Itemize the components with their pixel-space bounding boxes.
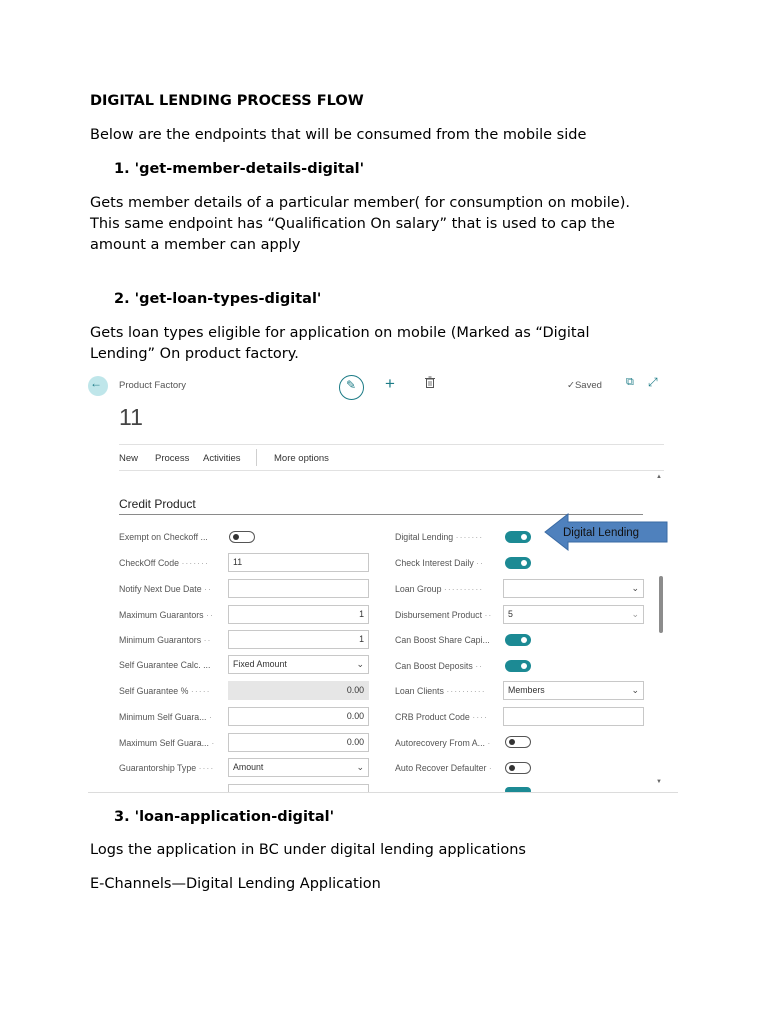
- chevron-down-icon: ⌄: [631, 583, 639, 593]
- label-text: Loan Group: [395, 584, 442, 594]
- label-text: Digital Lending: [395, 532, 454, 542]
- guarantorship-type-select[interactable]: [228, 758, 369, 777]
- endpoint-2-heading: 2. 'get-loan-types-digital': [114, 291, 322, 307]
- action-separator: [256, 449, 257, 466]
- field-label-crb-product-code: [395, 712, 488, 723]
- label-dots: ··········: [446, 686, 486, 696]
- scrollbar-thumb[interactable]: [659, 576, 663, 633]
- field-label-digital-lending: [395, 532, 483, 543]
- disbursement-product-select[interactable]: [503, 605, 644, 624]
- loan-group-select[interactable]: [503, 579, 644, 598]
- maximum-self-guarantee-input[interactable]: 0.00: [228, 733, 369, 752]
- field-label-checkoff-code: [119, 558, 209, 569]
- label-dots: ·······: [181, 558, 209, 568]
- field-label-notify-next-due-date: [119, 584, 212, 595]
- label-dots: ··········: [443, 584, 484, 594]
- endpoint-1-desc-line2: This same endpoint has “Qualification On salary” that is used to cap the: [90, 216, 615, 232]
- check-interest-daily-toggle[interactable]: [505, 557, 531, 569]
- field-label-autorecovery: [395, 738, 491, 749]
- can-boost-share-capital-toggle[interactable]: [505, 634, 531, 646]
- toggle-knob: [233, 534, 239, 540]
- product-factory-screenshot: [88, 370, 678, 793]
- field-label-guarantorship-type: [119, 763, 214, 774]
- endpoint-2-desc-line1: Gets loan types eligible for application on mobile (Marked as “Digital: [90, 325, 590, 341]
- label-text: Can Boost Deposits: [395, 661, 473, 671]
- label-text: Notify Next Due Date: [119, 584, 202, 594]
- select-value: Amount: [233, 762, 264, 772]
- page-name: Product Factory: [119, 380, 187, 391]
- action-more-options[interactable]: More options: [274, 453, 329, 464]
- crb-product-code-input[interactable]: [503, 707, 644, 726]
- field-label-minimum-self-guarantee: [119, 712, 213, 723]
- label-text: Autorecovery From A...: [395, 738, 485, 748]
- label-text: Exempt on Checkoff ...: [119, 532, 208, 542]
- self-guarantee-calc-select[interactable]: [228, 655, 369, 674]
- label-dots: ··: [484, 610, 493, 620]
- label-text: CheckOff Code: [119, 558, 179, 568]
- endpoint-2-desc-line2: Lending” On product factory.: [90, 346, 299, 362]
- can-boost-deposits-toggle[interactable]: [505, 660, 531, 672]
- toggle-knob: [521, 560, 527, 566]
- toggle-knob: [521, 534, 527, 540]
- field-label-self-guarantee-calc: [119, 660, 210, 671]
- trash-icon[interactable]: [425, 376, 435, 388]
- label-text: Auto Recover Defaulter: [395, 763, 487, 773]
- pencil-icon[interactable]: ✎: [346, 378, 357, 392]
- label-dots: ··: [476, 558, 485, 568]
- document-title: DIGITAL LENDING PROCESS FLOW: [90, 93, 364, 109]
- header-divider: [119, 444, 664, 445]
- saved-label: Saved: [574, 380, 602, 391]
- field-label-check-interest-daily: [395, 558, 484, 569]
- label-text: Minimum Guarantors: [119, 635, 202, 645]
- endpoint-1-desc-line1: Gets member details of a particular member( for consumption on mobile).: [90, 195, 630, 211]
- autorecovery-toggle[interactable]: [505, 736, 531, 748]
- field-label-can-boost-deposits: [395, 661, 483, 672]
- digital-lending-toggle[interactable]: [505, 531, 531, 543]
- label-dots: ·: [208, 712, 213, 722]
- field-label-can-boost-share-capital: [395, 635, 490, 646]
- field-label-auto-recover-defaulter: [395, 763, 493, 774]
- select-value: 5: [508, 609, 513, 619]
- toggle-knob: [521, 637, 527, 643]
- field-label-maximum-guarantors: [119, 610, 214, 621]
- endpoint-1-desc-line3: amount a member can apply: [90, 237, 301, 253]
- field-label-loan-clients: [395, 686, 486, 697]
- label-dots: ·······: [455, 532, 484, 542]
- label-text: Minimum Self Guara...: [119, 712, 207, 722]
- label-dots: ··: [204, 584, 212, 594]
- back-arrow-icon[interactable]: ←: [90, 376, 102, 390]
- toggle-knob: [509, 739, 515, 745]
- scroll-up-icon[interactable]: ▲: [656, 474, 662, 480]
- chevron-down-icon: ⌄: [631, 685, 639, 695]
- field-label-self-guarantee-pct: [119, 686, 211, 697]
- maximum-guarantors-input[interactable]: 1: [228, 605, 369, 624]
- label-dots: ··: [206, 610, 214, 620]
- select-value: Members: [508, 685, 545, 695]
- label-text: Can Boost Share Capi...: [395, 635, 490, 645]
- popout-icon[interactable]: ⧉: [626, 376, 634, 388]
- label-dots: ·····: [190, 686, 211, 696]
- minimum-guarantors-input[interactable]: 1: [228, 630, 369, 649]
- toggle-knob: [509, 765, 515, 771]
- label-text: Maximum Guarantors: [119, 610, 204, 620]
- toggle-knob: [521, 663, 527, 669]
- self-guarantee-pct-value: 0.00: [228, 681, 369, 700]
- loan-clients-select[interactable]: [503, 681, 644, 700]
- callout-label: Digital Lending: [563, 527, 640, 539]
- label-text: Maximum Self Guara...: [119, 738, 209, 748]
- label-dots: ·: [211, 738, 216, 748]
- field-label-exempt-checkoff: [119, 532, 208, 543]
- notify-next-due-date-input[interactable]: [228, 579, 369, 598]
- section-title: Credit Product: [119, 497, 196, 511]
- label-text: CRB Product Code: [395, 712, 470, 722]
- chevron-down-icon: ⌄: [631, 609, 639, 619]
- intro-text: Below are the endpoints that will be consumed from the mobile side: [90, 127, 587, 143]
- select-value: Fixed Amount: [233, 659, 287, 669]
- record-number: 11: [119, 404, 143, 430]
- checkoff-code-input[interactable]: 11: [228, 553, 369, 572]
- label-dots: ····: [198, 763, 215, 773]
- expand-icon[interactable]: ⤢: [648, 375, 658, 389]
- minimum-self-guarantee-input[interactable]: 0.00: [228, 707, 369, 726]
- exempt-checkoff-toggle[interactable]: [229, 531, 255, 543]
- endpoint-3-heading: 3. 'loan-application-digital': [114, 809, 335, 825]
- footer-text: E-Channels—Digital Lending Application: [90, 876, 381, 892]
- label-text: Self Guarantee %: [119, 686, 189, 696]
- action-new[interactable]: New: [119, 453, 139, 464]
- check-icon: ✓: [567, 380, 575, 391]
- label-dots: ·: [488, 763, 493, 773]
- label-text: Disbursement Product: [395, 610, 483, 620]
- action-process[interactable]: Process: [155, 453, 190, 464]
- actions-divider: [119, 470, 664, 471]
- field-label-loan-group: [395, 584, 483, 595]
- scroll-down-icon[interactable]: ▼: [656, 779, 662, 785]
- endpoint-3-desc: Logs the application in BC under digital lending applications: [90, 842, 526, 858]
- label-text: Check Interest Daily: [395, 558, 474, 568]
- label-text: Guarantorship Type: [119, 763, 197, 773]
- field-label-minimum-guarantors: [119, 635, 211, 646]
- chevron-down-icon: ⌄: [356, 659, 364, 669]
- label-dots: ··: [475, 661, 484, 671]
- chevron-down-icon: ⌄: [356, 762, 364, 772]
- field-label-maximum-self-guarantee: [119, 738, 215, 749]
- screenshot-bottom-border: [88, 792, 678, 793]
- label-dots: ····: [472, 712, 488, 722]
- action-activities[interactable]: Activities: [203, 453, 241, 464]
- endpoint-1-heading: 1. 'get-member-details-digital': [114, 161, 365, 177]
- label-dots: ··: [203, 635, 212, 645]
- field-label-disbursement-product: [395, 610, 492, 621]
- label-text: Self Guarantee Calc. ...: [119, 660, 211, 670]
- saved-status: [567, 380, 602, 391]
- label-text: Loan Clients: [395, 686, 444, 696]
- plus-icon[interactable]: +: [385, 374, 395, 393]
- label-dots: ·: [487, 738, 492, 748]
- auto-recover-defaulter-toggle[interactable]: [505, 762, 531, 774]
